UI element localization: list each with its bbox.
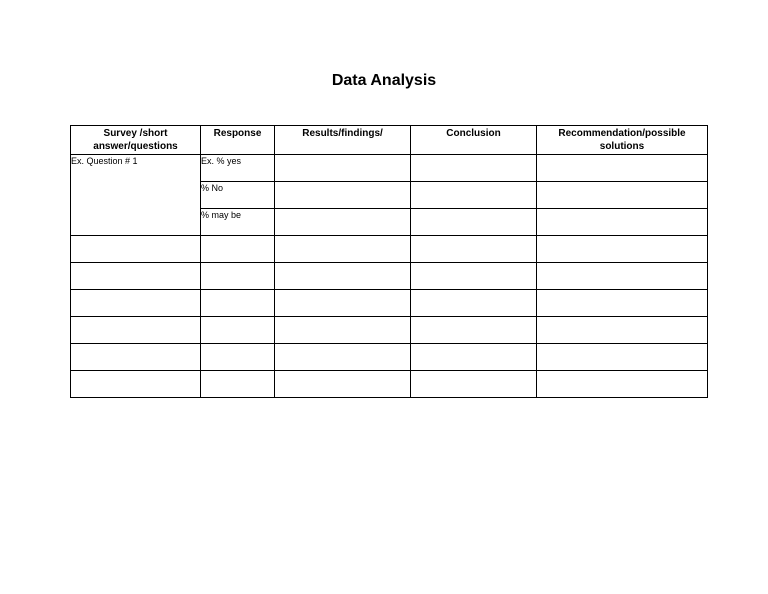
table-cell <box>71 317 201 344</box>
table-cell <box>201 236 275 263</box>
header-survey: Survey /short answer/questions <box>71 126 201 155</box>
header-results: Results/findings/ <box>275 126 411 155</box>
response-yes-cell: Ex. % yes <box>201 155 275 182</box>
table-cell <box>71 371 201 398</box>
table-cell <box>537 317 708 344</box>
table-cell <box>201 344 275 371</box>
table-cell <box>275 317 411 344</box>
table-cell <box>275 290 411 317</box>
table-cell <box>275 263 411 290</box>
table-cell <box>275 155 411 182</box>
response-maybe-cell: % may be <box>201 209 275 236</box>
page-title: Data Analysis <box>331 72 437 89</box>
table-cell <box>537 344 708 371</box>
table-row <box>71 236 708 263</box>
table-cell <box>71 236 201 263</box>
header-conclusion: Conclusion <box>411 126 537 155</box>
table-cell <box>275 344 411 371</box>
table-cell <box>411 371 537 398</box>
table-cell <box>411 155 537 182</box>
table-cell <box>537 290 708 317</box>
table-cell <box>411 317 537 344</box>
table-cell <box>411 344 537 371</box>
data-analysis-table <box>70 125 708 398</box>
table-cell <box>275 209 411 236</box>
table-cell <box>411 263 537 290</box>
table-cell <box>71 263 201 290</box>
table-row <box>71 344 708 371</box>
table-cell <box>275 182 411 209</box>
table-cell <box>201 317 275 344</box>
table-cell <box>201 263 275 290</box>
table-cell <box>537 236 708 263</box>
table-cell <box>537 263 708 290</box>
table-row <box>71 317 708 344</box>
table-row <box>71 290 708 317</box>
header-response: Response <box>201 126 275 155</box>
table-cell <box>71 344 201 371</box>
table-cell <box>411 236 537 263</box>
table-cell <box>537 155 708 182</box>
table-row <box>71 155 708 182</box>
table-row <box>71 371 708 398</box>
table-cell <box>201 290 275 317</box>
table-cell <box>537 182 708 209</box>
table-cell <box>201 371 275 398</box>
table-cell <box>411 209 537 236</box>
example-question-cell: Ex. Question # 1 <box>71 155 201 236</box>
table-cell <box>411 290 537 317</box>
table-cell <box>275 371 411 398</box>
table-cell <box>275 236 411 263</box>
header-row <box>71 126 708 155</box>
table-cell <box>71 290 201 317</box>
table-cell <box>537 371 708 398</box>
response-no-cell: % No <box>201 182 275 209</box>
table-cell <box>537 209 708 236</box>
table-row <box>71 263 708 290</box>
table-cell <box>411 182 537 209</box>
header-recommendation: Recommendation/possible solutions <box>537 126 708 155</box>
